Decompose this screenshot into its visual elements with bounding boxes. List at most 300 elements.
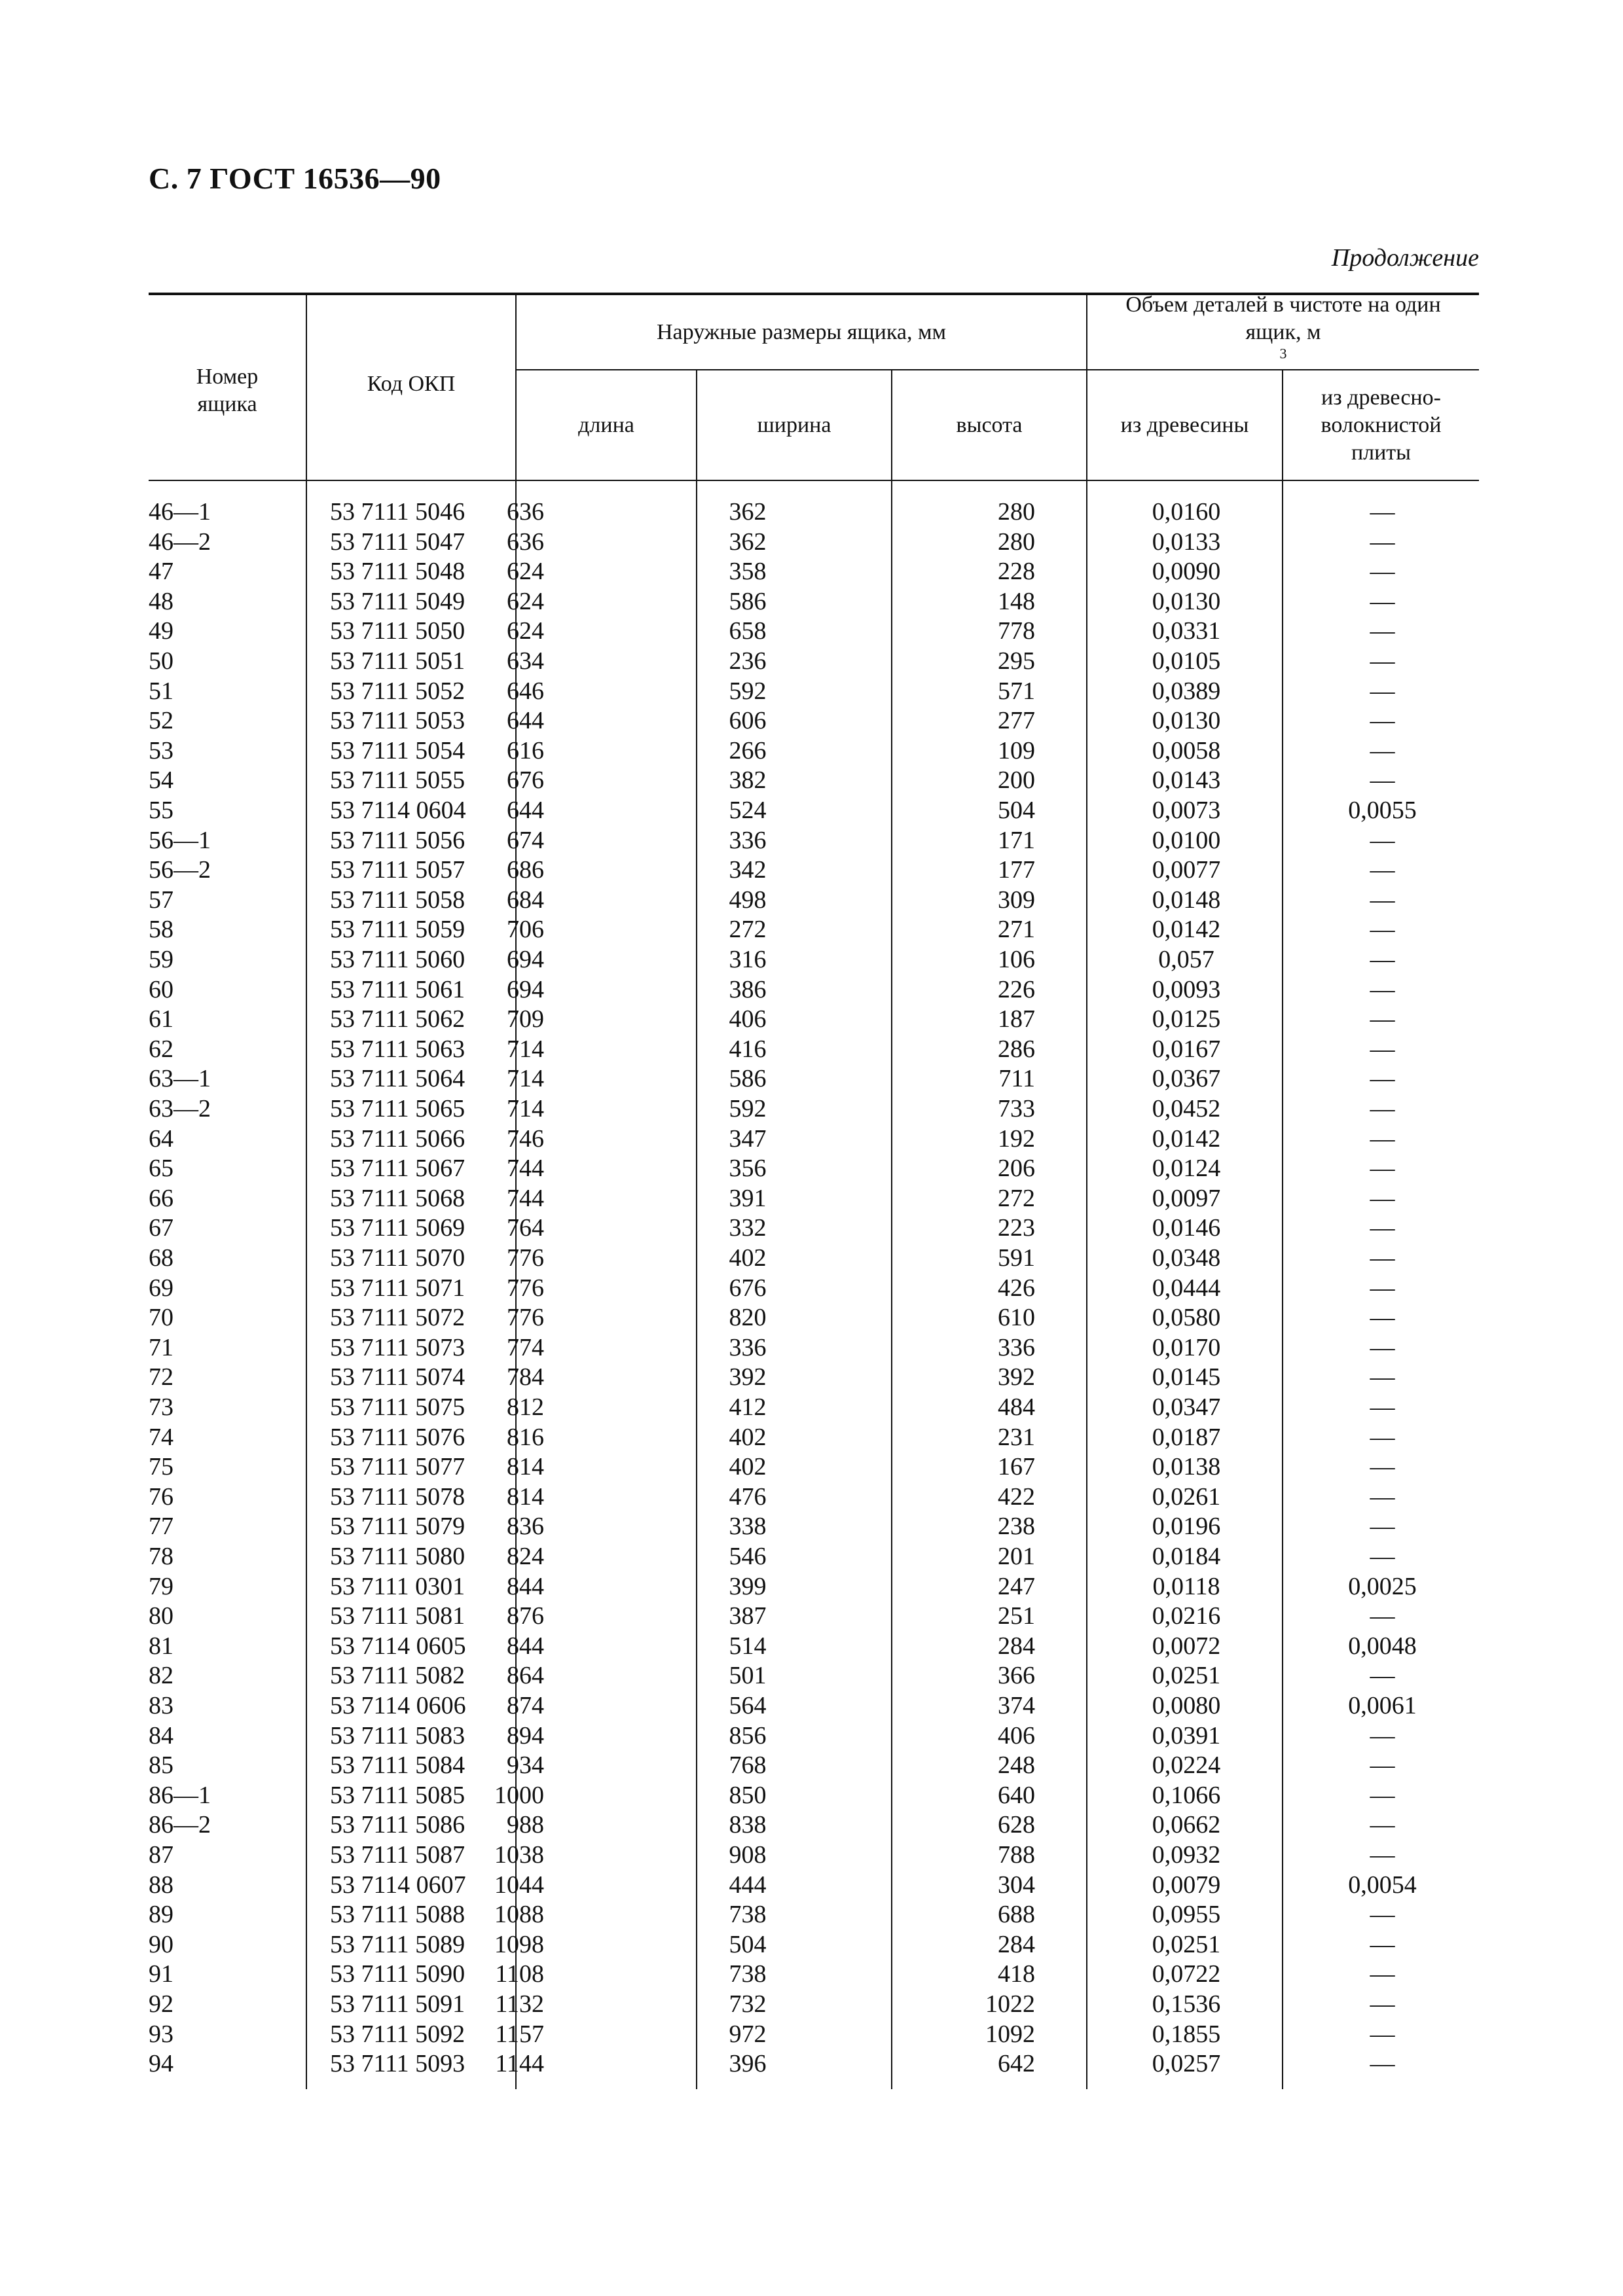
table-row: [149, 557, 1479, 587]
okp-code-cell: 53 7111 5075: [330, 1393, 465, 1421]
height-cell: 106: [998, 946, 1035, 973]
box-number-cell: 87: [149, 1841, 173, 1869]
table-row: [149, 1542, 1479, 1572]
box-number-cell: 72: [149, 1363, 173, 1391]
height-cell: 778: [998, 617, 1035, 645]
box-number-cell: 70: [149, 1304, 173, 1332]
okp-code-cell: 53 7111 5061: [330, 975, 465, 1003]
okp-code-cell: 53 7111 5067: [330, 1155, 465, 1183]
height-cell: 309: [998, 886, 1035, 914]
fiberboard-volume-cell: —: [1370, 2050, 1395, 2078]
fiberboard-volume-cell: —: [1370, 1721, 1395, 1749]
height-cell: 610: [998, 1304, 1035, 1332]
height-cell: 788: [998, 1841, 1035, 1869]
okp-code-cell: 53 7111 5088: [330, 1901, 465, 1929]
width-cell: 399: [729, 1572, 767, 1600]
width-cell: 738: [729, 1901, 767, 1929]
wood-volume-cell: 0,0143: [1152, 766, 1221, 795]
height-cell: 688: [998, 1901, 1035, 1929]
width-cell: 358: [729, 558, 767, 586]
length-cell: 644: [507, 707, 544, 735]
width-cell: 316: [729, 946, 767, 973]
box-number-cell: 69: [149, 1274, 173, 1302]
wood-volume-cell: 0,0184: [1152, 1543, 1221, 1570]
fiberboard-volume-cell: —: [1370, 1005, 1395, 1033]
height-cell: 223: [998, 1214, 1035, 1242]
fiberboard-volume-cell: —: [1370, 916, 1395, 944]
length-cell: 816: [507, 1423, 544, 1451]
height-cell: 406: [998, 1721, 1035, 1749]
okp-code-cell: 53 7111 5063: [330, 1035, 465, 1063]
width-cell: 820: [729, 1304, 767, 1332]
length-cell: 616: [507, 736, 544, 764]
table-row: [149, 706, 1479, 736]
length-cell: 776: [507, 1274, 544, 1302]
box-number-cell: 80: [149, 1602, 173, 1630]
height-cell: 247: [998, 1572, 1035, 1600]
box-number-cell: 49: [149, 617, 173, 645]
okp-code-cell: 53 7111 5077: [330, 1453, 465, 1481]
table-row: [149, 647, 1479, 677]
wood-volume-cell: 0,0167: [1152, 1035, 1221, 1063]
table-row: [149, 1423, 1479, 1453]
fiberboard-volume-cell: —: [1370, 647, 1395, 675]
fiberboard-volume-cell: —: [1370, 975, 1395, 1003]
table-row: [149, 1691, 1479, 1721]
height-cell: 571: [998, 677, 1035, 705]
length-cell: 776: [507, 1304, 544, 1332]
box-number-cell: 53: [149, 736, 173, 764]
okp-code-cell: 53 7114 0604: [330, 797, 466, 824]
okp-code-cell: 53 7111 5090: [330, 1960, 465, 1988]
wood-volume-cell: 0,0125: [1152, 1005, 1221, 1033]
fiberboard-volume-cell: —: [1370, 1841, 1395, 1869]
box-number-cell: 64: [149, 1124, 173, 1153]
width-cell: 768: [729, 1751, 767, 1780]
box-number-cell: 91: [149, 1960, 173, 1988]
fiberboard-volume-cell: 0,0055: [1348, 797, 1417, 824]
width-cell: 856: [729, 1721, 767, 1749]
box-number-cell: 88: [149, 1871, 173, 1899]
wood-volume-cell: 0,0170: [1152, 1333, 1221, 1361]
length-cell: 1157: [495, 2020, 544, 2048]
fiberboard-volume-cell: —: [1370, 587, 1395, 615]
table-row: [149, 945, 1479, 975]
width-cell: 392: [729, 1363, 767, 1391]
table-row: [149, 975, 1479, 1005]
okp-code-cell: 53 7111 5079: [330, 1513, 465, 1541]
box-number-cell: 85: [149, 1751, 173, 1780]
height-cell: 192: [998, 1124, 1035, 1153]
header-wood: из древесины: [1120, 412, 1249, 437]
wood-volume-cell: 0,0100: [1152, 826, 1221, 854]
width-cell: 362: [729, 528, 767, 556]
box-number-cell: 83: [149, 1692, 173, 1719]
box-number-cell: 73: [149, 1393, 173, 1421]
height-cell: 733: [998, 1095, 1035, 1122]
height-cell: 177: [998, 856, 1035, 884]
okp-code-cell: 53 7111 0301: [330, 1572, 465, 1600]
header-height: высота: [956, 412, 1023, 437]
wood-volume-cell: 0,0142: [1152, 1124, 1221, 1153]
box-number-cell: 74: [149, 1423, 173, 1451]
fiberboard-volume-cell: —: [1370, 1095, 1395, 1122]
width-cell: 416: [729, 1035, 767, 1063]
wood-volume-cell: 0,0058: [1152, 736, 1221, 764]
length-cell: 644: [507, 797, 544, 824]
table-row: [149, 1572, 1479, 1602]
box-number-cell: 86—1: [149, 1781, 211, 1809]
header-length: длина: [578, 412, 634, 437]
okp-code-cell: 53 7111 5065: [330, 1095, 465, 1122]
fiberboard-volume-cell: —: [1370, 1453, 1395, 1481]
box-number-cell: 63—1: [149, 1065, 211, 1093]
width-cell: 738: [729, 1960, 767, 1988]
fiberboard-volume-cell: —: [1370, 1393, 1395, 1421]
fiberboard-volume-cell: —: [1370, 2020, 1395, 2048]
wood-volume-cell: 0,0133: [1152, 528, 1221, 556]
fiberboard-volume-cell: —: [1370, 498, 1395, 526]
wood-volume-cell: 0,0331: [1152, 617, 1221, 645]
box-number-cell: 56—1: [149, 826, 211, 854]
okp-code-cell: 53 7111 5046: [330, 498, 465, 526]
wood-volume-cell: 0,0187: [1152, 1423, 1221, 1451]
box-number-cell: 57: [149, 886, 173, 914]
length-cell: 709: [507, 1005, 544, 1033]
width-cell: 606: [729, 707, 767, 735]
height-cell: 711: [998, 1065, 1035, 1093]
height-cell: 200: [998, 766, 1035, 795]
height-cell: 248: [998, 1751, 1035, 1780]
wood-volume-cell: 0,0097: [1152, 1184, 1221, 1212]
box-number-cell: 48: [149, 587, 173, 615]
height-cell: 271: [998, 916, 1035, 944]
width-cell: 592: [729, 677, 767, 705]
height-cell: 280: [998, 528, 1035, 556]
length-cell: 674: [507, 826, 544, 854]
okp-code-cell: 53 7111 5056: [330, 826, 465, 854]
length-cell: 1038: [494, 1841, 544, 1869]
wood-volume-cell: 0,0955: [1152, 1901, 1221, 1929]
table-row: [149, 826, 1479, 856]
width-cell: 476: [729, 1482, 767, 1511]
length-cell: 1088: [494, 1901, 544, 1929]
box-number-cell: 63—2: [149, 1095, 211, 1122]
wood-volume-cell: 0,0347: [1152, 1393, 1221, 1421]
fiberboard-volume-cell: —: [1370, 1333, 1395, 1361]
box-number-cell: 84: [149, 1721, 173, 1749]
length-cell: 988: [507, 1811, 544, 1839]
length-cell: 934: [507, 1751, 544, 1780]
table-row: [149, 1990, 1479, 2020]
length-cell: 824: [507, 1543, 544, 1570]
fiberboard-volume-cell: —: [1370, 677, 1395, 705]
table-row: [149, 1871, 1479, 1901]
wood-volume-cell: 0,0093: [1152, 975, 1221, 1003]
okp-code-cell: 53 7111 5093: [330, 2050, 465, 2078]
okp-code-cell: 53 7111 5069: [330, 1214, 465, 1242]
width-cell: 732: [729, 1990, 767, 2018]
fiberboard-volume-cell: —: [1370, 1960, 1395, 1988]
wood-volume-cell: 0,0073: [1152, 797, 1221, 824]
wood-volume-cell: 0,0216: [1152, 1602, 1221, 1630]
table-row: [149, 1900, 1479, 1930]
wood-volume-cell: 0,1536: [1152, 1990, 1221, 2018]
fiberboard-volume-cell: 0,0025: [1348, 1572, 1417, 1600]
fiberboard-volume-cell: 0,0054: [1348, 1871, 1417, 1899]
table-row: [149, 915, 1479, 945]
height-cell: 504: [998, 797, 1035, 824]
okp-code-cell: 53 7111 5059: [330, 916, 465, 944]
width-cell: 546: [729, 1543, 767, 1570]
height-cell: 206: [998, 1155, 1035, 1183]
wood-volume-cell: 0,0130: [1152, 587, 1221, 615]
table-row: [149, 1184, 1479, 1214]
fiberboard-volume-cell: —: [1370, 1482, 1395, 1511]
height-cell: 284: [998, 1930, 1035, 1958]
length-cell: 624: [507, 558, 544, 586]
wood-volume-cell: 0,0072: [1152, 1632, 1221, 1660]
okp-code-cell: 53 7114 0607: [330, 1871, 466, 1899]
okp-code-cell: 53 7111 5071: [330, 1274, 465, 1302]
fiberboard-volume-cell: —: [1370, 826, 1395, 854]
table-row: [149, 1005, 1479, 1035]
wood-volume-cell: 0,0160: [1152, 498, 1221, 526]
wood-volume-cell: 0,0348: [1152, 1244, 1221, 1272]
box-number-cell: 59: [149, 946, 173, 973]
height-cell: 226: [998, 975, 1035, 1003]
fiberboard-volume-cell: —: [1370, 1602, 1395, 1630]
fiberboard-volume-cell: —: [1370, 1274, 1395, 1302]
length-cell: 774: [507, 1333, 544, 1361]
box-number-cell: 58: [149, 916, 173, 944]
table-row: [149, 1303, 1479, 1333]
width-cell: 908: [729, 1841, 767, 1869]
width-cell: 362: [729, 498, 767, 526]
width-cell: 402: [729, 1423, 767, 1451]
width-cell: 838: [729, 1811, 767, 1839]
width-cell: 402: [729, 1244, 767, 1272]
height-cell: 272: [998, 1184, 1035, 1212]
okp-code-cell: 53 7111 5087: [330, 1841, 465, 1869]
height-cell: 238: [998, 1513, 1035, 1541]
height-cell: 171: [998, 826, 1035, 854]
table-row: [149, 617, 1479, 647]
fiberboard-volume-cell: —: [1370, 946, 1395, 973]
okp-code-cell: 53 7111 5089: [330, 1930, 465, 1958]
fiberboard-volume-cell: —: [1370, 1244, 1395, 1272]
box-number-cell: 78: [149, 1543, 173, 1570]
fiberboard-volume-cell: —: [1370, 1035, 1395, 1063]
width-cell: 504: [729, 1930, 767, 1958]
table-row: [149, 1244, 1479, 1274]
table-row: [149, 2049, 1479, 2079]
fiberboard-volume-cell: —: [1370, 558, 1395, 586]
table-row: [149, 1124, 1479, 1155]
height-cell: 591: [998, 1244, 1035, 1272]
box-number-cell: 51: [149, 677, 173, 705]
length-cell: 836: [507, 1513, 544, 1541]
table-row: [149, 1632, 1479, 1662]
width-cell: 592: [729, 1095, 767, 1122]
width-cell: 332: [729, 1214, 767, 1242]
width-cell: 386: [729, 975, 767, 1003]
okp-code-cell: 53 7111 5078: [330, 1482, 465, 1511]
table-row: [149, 1274, 1479, 1304]
okp-code-cell: 53 7111 5085: [330, 1781, 465, 1809]
box-number-cell: 89: [149, 1901, 173, 1929]
wood-volume-cell: 0,1855: [1152, 2020, 1221, 2048]
length-cell: 776: [507, 1244, 544, 1272]
height-cell: 422: [998, 1482, 1035, 1511]
box-number-cell: 55: [149, 797, 173, 824]
length-cell: 844: [507, 1572, 544, 1600]
box-number-cell: 60: [149, 975, 173, 1003]
width-cell: 412: [729, 1393, 767, 1421]
header-outer-dimensions: Наружные размеры ящика, мм: [657, 319, 946, 344]
wood-volume-cell: 0,0224: [1152, 1751, 1221, 1780]
wood-volume-cell: 0,0118: [1152, 1572, 1220, 1600]
box-number-cell: 47: [149, 558, 173, 586]
fiberboard-volume-cell: —: [1370, 528, 1395, 556]
table-row: [149, 1930, 1479, 1960]
okp-code-cell: 53 7111 5048: [330, 558, 465, 586]
fiberboard-volume-cell: —: [1370, 1901, 1395, 1929]
box-number-cell: 77: [149, 1513, 173, 1541]
height-cell: 228: [998, 558, 1035, 586]
table-row: [149, 1840, 1479, 1871]
width-cell: 564: [729, 1692, 767, 1719]
fiberboard-volume-cell: —: [1370, 886, 1395, 914]
okp-code-cell: 53 7111 5092: [330, 2020, 465, 2048]
okp-code-cell: 53 7111 5052: [330, 677, 465, 705]
okp-code-cell: 53 7111 5081: [330, 1602, 465, 1630]
length-cell: 636: [507, 498, 544, 526]
length-cell: 864: [507, 1662, 544, 1690]
box-number-cell: 94: [149, 2050, 173, 2078]
table-row: [149, 736, 1479, 766]
wood-volume-cell: 0,0077: [1152, 856, 1221, 884]
fiberboard-volume-cell: —: [1370, 1543, 1395, 1570]
okp-code-cell: 53 7111 5050: [330, 617, 465, 645]
table-row: [149, 1035, 1479, 1065]
fiberboard-volume-cell: —: [1370, 1513, 1395, 1541]
box-number-cell: 86—2: [149, 1811, 211, 1839]
height-cell: 251: [998, 1602, 1035, 1630]
width-cell: 972: [729, 2020, 767, 2048]
length-cell: 694: [507, 946, 544, 973]
table-row: [149, 497, 1479, 528]
table-row: [149, 766, 1479, 796]
fiberboard-volume-cell: 0,0048: [1348, 1632, 1417, 1660]
width-cell: 266: [729, 736, 767, 764]
box-number-cell: 67: [149, 1214, 173, 1242]
fiberboard-volume-cell: —: [1370, 1990, 1395, 2018]
wood-volume-cell: 0,0080: [1152, 1692, 1221, 1719]
wood-volume-cell: 0,0105: [1152, 647, 1221, 675]
width-cell: 336: [729, 826, 767, 854]
okp-code-cell: 53 7111 5066: [330, 1124, 465, 1153]
height-cell: 374: [998, 1692, 1035, 1719]
width-cell: 272: [729, 916, 767, 944]
okp-code-cell: 53 7111 5053: [330, 707, 465, 735]
height-cell: 642: [998, 2050, 1035, 2078]
width-cell: 236: [729, 647, 767, 675]
table-row: [149, 1810, 1479, 1840]
okp-code-cell: 53 7111 5062: [330, 1005, 465, 1033]
wood-volume-cell: 0,0722: [1152, 1960, 1221, 1988]
okp-code-cell: 53 7114 0605: [330, 1632, 466, 1660]
box-number-cell: 50: [149, 647, 173, 675]
height-cell: 418: [998, 1960, 1035, 1988]
length-cell: 764: [507, 1214, 544, 1242]
table-row: [149, 1154, 1479, 1184]
length-cell: 714: [507, 1065, 544, 1093]
fiberboard-volume-cell: —: [1370, 766, 1395, 795]
width-cell: 676: [729, 1274, 767, 1302]
box-number-cell: 93: [149, 2020, 173, 2048]
box-number-cell: 61: [149, 1005, 173, 1033]
box-number-cell: 81: [149, 1632, 173, 1660]
table-row: [149, 587, 1479, 617]
okp-code-cell: 53 7111 5086: [330, 1811, 465, 1839]
fiberboard-volume-cell: —: [1370, 1423, 1395, 1451]
height-cell: 295: [998, 647, 1035, 675]
length-cell: 876: [507, 1602, 544, 1630]
fiberboard-volume-cell: —: [1370, 1304, 1395, 1332]
wood-volume-cell: 0,0090: [1152, 558, 1221, 586]
wood-volume-cell: 0,0251: [1152, 1662, 1221, 1690]
length-cell: 624: [507, 617, 544, 645]
height-cell: 280: [998, 498, 1035, 526]
okp-code-cell: 53 7111 5051: [330, 647, 465, 675]
fiberboard-volume-cell: —: [1370, 1662, 1395, 1690]
length-cell: 1044: [494, 1871, 544, 1899]
table-row: [149, 796, 1479, 826]
okp-code-cell: 53 7111 5084: [330, 1751, 465, 1780]
table-row: [149, 2020, 1479, 2050]
table-row: [149, 677, 1479, 707]
table-row: [149, 855, 1479, 886]
height-cell: 426: [998, 1274, 1035, 1302]
table-row: [149, 1721, 1479, 1751]
height-cell: 187: [998, 1005, 1035, 1033]
length-cell: 634: [507, 647, 544, 675]
wood-volume-cell: 0,0662: [1152, 1811, 1221, 1839]
box-number-cell: 68: [149, 1244, 173, 1272]
width-cell: 514: [729, 1632, 767, 1660]
table-row: [149, 1393, 1479, 1423]
wood-volume-cell: 0,0196: [1152, 1513, 1221, 1541]
height-cell: 336: [998, 1333, 1035, 1361]
length-cell: 894: [507, 1721, 544, 1749]
wood-volume-cell: 0,0389: [1152, 677, 1221, 705]
okp-code-cell: 53 7111 5072: [330, 1304, 465, 1332]
header-volume: Объем деталей в чистоте на один ящик, м $^3$: [1125, 292, 1441, 362]
box-number-cell: 71: [149, 1333, 173, 1361]
okp-code-cell: 53 7111 5054: [330, 736, 465, 764]
height-cell: 304: [998, 1871, 1035, 1899]
width-cell: 347: [729, 1124, 767, 1153]
width-cell: 402: [729, 1453, 767, 1481]
width-cell: 498: [729, 886, 767, 914]
height-cell: 109: [998, 736, 1035, 764]
okp-code-cell: 53 7111 5080: [330, 1543, 465, 1570]
table-row: [149, 1064, 1479, 1094]
wood-volume-cell: 0,0130: [1152, 707, 1221, 735]
wood-volume-cell: 0,0261: [1152, 1482, 1221, 1511]
table-row: [149, 1482, 1479, 1513]
